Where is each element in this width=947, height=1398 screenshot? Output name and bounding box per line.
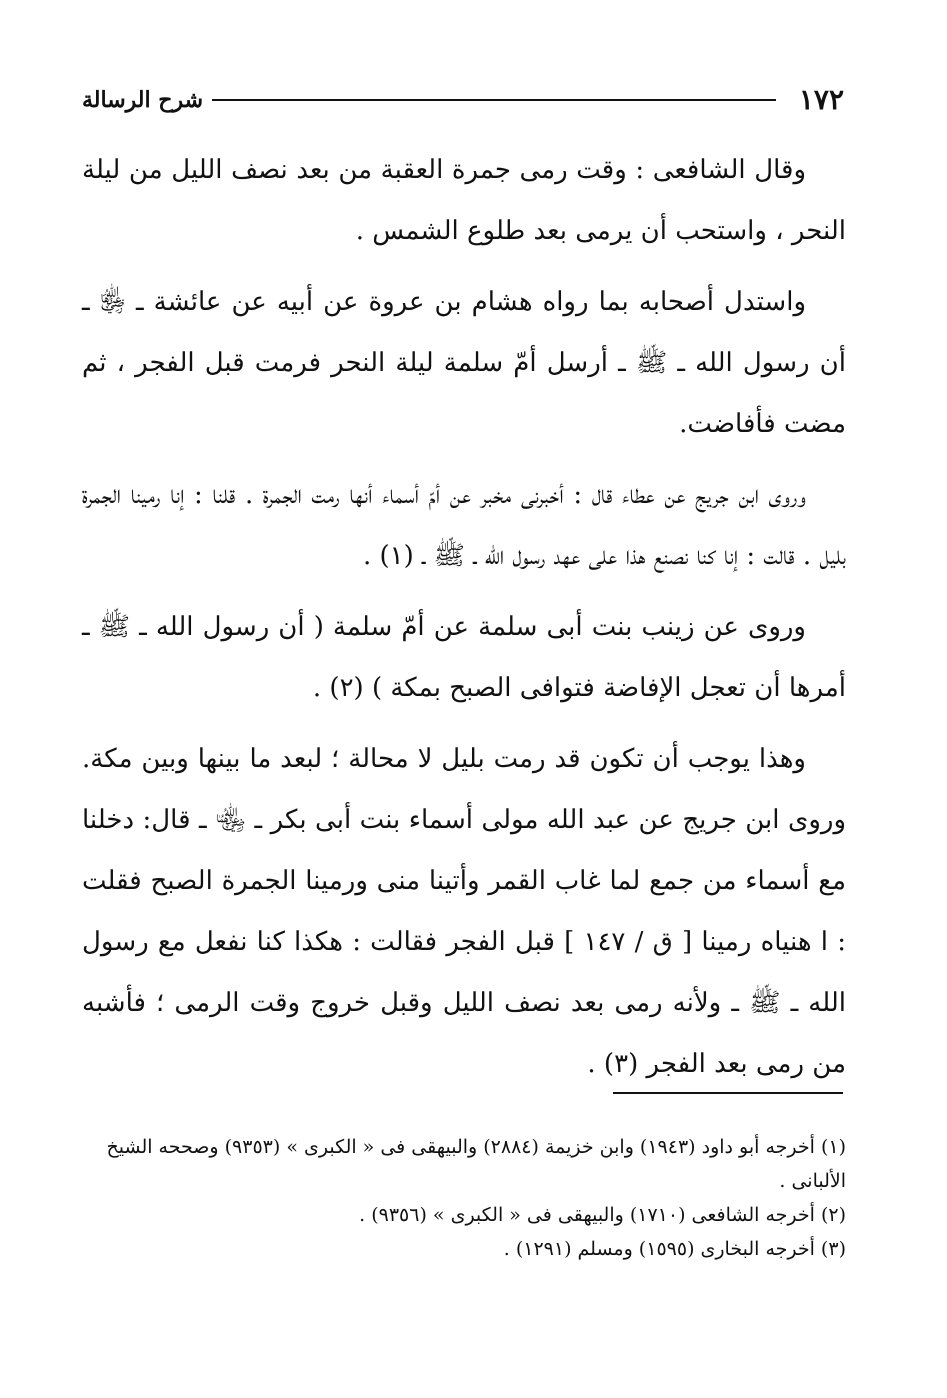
footnotes	[82, 1130, 846, 1266]
paragraph: وهذا يوجب أن تكون قد رمت بليل لا محالة ؛ لبعد ما بينها وبين مكة. وروى ابن جريج عن عبد الله مولى أسماء بنت أبى بكر ـ ﵄ ـ قال: دخلنا مع أسماء من جمع لما غاب القمر وأتينا منى ورمينا الجمرة الصبح فقلت : ا هنياه رمينا [ ق / ١٤٧ ] قبل الفجر فقالت : هكذا كنا نفعل مع رسول الله ـ ﷺ ـ ولأنه رمى بعد نصف الليل وقبل خروج وقت الرمى ؛ فأشبه من رمى بعد الفجر (٣) .	[82, 744, 846, 1079]
footnote: (٣) أخرجه البخارى (١٥٩٥) ومسلم (١٢٩١) .	[503, 1238, 846, 1260]
paragraph: وروى ابن جريج عن عطاء قال : أخبرنى مخبر عن أمّ أسماء أنها رمت الجمرة . قلنا : إنا رمينا الجمرة بليل . قالت : إنا كنا نصنع هذا على عهد رسول الله ـ ﷺ ـ (١) .	[82, 480, 846, 571]
body-text	[82, 140, 846, 1095]
header-rule	[212, 99, 776, 101]
page-header	[82, 80, 844, 120]
page-number: ١٧٢	[798, 83, 844, 116]
paragraph: وروى عن زينب بنت أبى سلمة عن أمّ سلمة ( أن رسول الله ـ ﷺ ـ أمرها أن تعجل الإفاضة فتوافى الصبح بمكة ) (٢) .	[82, 612, 846, 703]
running-title: شرح الرسالة	[82, 87, 204, 113]
footnote: (٢) أخرجه الشافعى (١٧١٠) والبيهقى فى « الكبرى » (٩٣٥٦) .	[359, 1204, 846, 1226]
footnote: (١) أخرجه أبو داود (١٩٤٣) وابن خزيمة (٢٨٨٤) والبيهقى فى « الكبرى » (٩٣٥٣) وصححه الشيخ الألبانى .	[106, 1136, 846, 1192]
paragraph: وقال الشافعى : وقت رمى جمرة العقبة من بعد نصف الليل من ليلة النحر ، واستحب أن يرمى بعد طلوع الشمس .	[82, 155, 846, 246]
paragraph: واستدل أصحابه بما رواه هشام بن عروة عن أبيه عن عائشة ـ ﵂ ـ أن رسول الله ـ ﷺ ـ أرسل أمّ سلمة ليلة النحر فرمت قبل الفجر ، ثم مضت فأفاضت.	[82, 287, 846, 439]
footnote-separator	[613, 1092, 843, 1094]
